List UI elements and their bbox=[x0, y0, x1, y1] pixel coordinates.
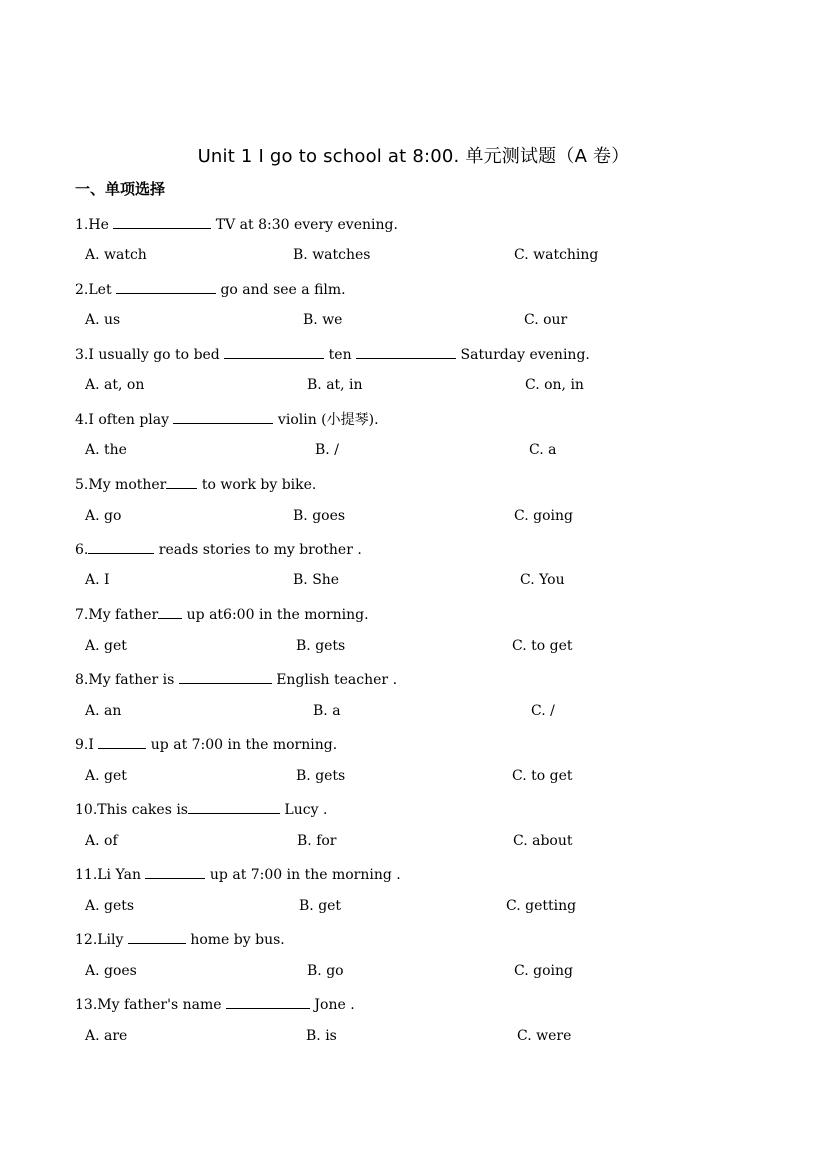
question-text: 12.Lily bbox=[75, 932, 128, 948]
question-text: 7.My father bbox=[75, 607, 159, 623]
answer-blank[interactable] bbox=[179, 669, 272, 684]
question-5 bbox=[75, 474, 316, 493]
question-6 bbox=[75, 539, 362, 558]
option-a[interactable]: A. go bbox=[85, 508, 122, 524]
question-text: up at 7:00 in the morning . bbox=[205, 867, 401, 883]
question-text: TV at 8:30 every evening. bbox=[211, 217, 398, 233]
answer-blank[interactable] bbox=[166, 474, 197, 489]
option-c[interactable]: C. going bbox=[514, 963, 573, 979]
answer-blank[interactable] bbox=[158, 604, 182, 619]
question-10 bbox=[75, 799, 327, 818]
question-text: 4.I often play bbox=[75, 412, 174, 428]
option-b[interactable]: B. She bbox=[293, 572, 340, 588]
option-a[interactable]: A. the bbox=[85, 442, 127, 458]
option-a[interactable]: A. us bbox=[85, 312, 121, 328]
question-text: go and see a film. bbox=[216, 282, 346, 298]
option-b[interactable]: B. a bbox=[313, 703, 341, 719]
question-text: 6. bbox=[75, 542, 89, 558]
question-text: to work by bike. bbox=[197, 477, 317, 493]
question-text: 9.I bbox=[75, 737, 99, 753]
option-a[interactable]: A. I bbox=[85, 572, 110, 588]
question-4 bbox=[75, 409, 379, 429]
option-a[interactable]: A. gets bbox=[85, 898, 135, 914]
question-text: English teacher . bbox=[271, 672, 398, 688]
option-c[interactable]: C. our bbox=[524, 312, 568, 328]
answer-blank[interactable] bbox=[173, 409, 273, 424]
answer-blank[interactable] bbox=[116, 279, 216, 294]
answer-blank[interactable] bbox=[128, 929, 186, 944]
option-a[interactable]: A. goes bbox=[85, 963, 137, 979]
option-a[interactable]: A. an bbox=[85, 703, 122, 719]
question-8 bbox=[75, 669, 397, 688]
option-c[interactable]: C. to get bbox=[512, 768, 573, 784]
question-text: 5.My mother bbox=[75, 477, 167, 493]
answer-blank[interactable] bbox=[224, 344, 324, 359]
question-text: 2.Let bbox=[75, 282, 117, 298]
answer-blank[interactable] bbox=[98, 734, 146, 749]
question-text: 8.My father is bbox=[75, 672, 179, 688]
option-c[interactable]: C. / bbox=[531, 703, 555, 719]
question-text: home by bus. bbox=[185, 932, 285, 948]
option-b[interactable]: B. goes bbox=[293, 508, 346, 524]
answer-blank[interactable] bbox=[88, 539, 154, 554]
option-c[interactable]: C. a bbox=[529, 442, 557, 458]
question-text: up at 7:00 in the morning. bbox=[146, 737, 338, 753]
option-b[interactable]: B. get bbox=[299, 898, 342, 914]
option-c[interactable]: C. to get bbox=[512, 638, 573, 654]
option-b[interactable]: B. we bbox=[303, 312, 343, 328]
question-12 bbox=[75, 929, 285, 948]
option-b[interactable]: B. watches bbox=[293, 247, 371, 263]
option-c[interactable]: C. going bbox=[514, 508, 573, 524]
question-text: Saturday evening. bbox=[456, 347, 590, 363]
option-a[interactable]: A. get bbox=[85, 768, 127, 784]
option-b[interactable]: B. is bbox=[306, 1028, 337, 1044]
answer-blank[interactable] bbox=[113, 214, 211, 229]
option-a[interactable]: A. are bbox=[85, 1028, 128, 1044]
option-c[interactable]: C. getting bbox=[506, 898, 577, 914]
question-text: Lucy . bbox=[279, 802, 328, 818]
page-title: Unit 1 I go to school at 8:00. 单元测试题（A 卷） bbox=[197, 146, 630, 167]
option-b[interactable]: B. at, in bbox=[307, 377, 363, 393]
option-b[interactable]: B. / bbox=[315, 442, 339, 458]
question-text: violin (小提琴). bbox=[273, 412, 379, 428]
answer-blank[interactable] bbox=[226, 994, 310, 1009]
option-b[interactable]: B. for bbox=[297, 833, 337, 849]
question-text: up at6:00 in the morning. bbox=[182, 607, 369, 623]
option-a[interactable]: A. watch bbox=[85, 247, 147, 263]
question-text: 13.My father's name bbox=[75, 997, 226, 1013]
option-b[interactable]: B. gets bbox=[296, 768, 346, 784]
question-text: 11.Li Yan bbox=[75, 867, 146, 883]
option-c[interactable]: C. You bbox=[520, 572, 565, 588]
question-2 bbox=[75, 279, 346, 298]
answer-blank[interactable] bbox=[188, 799, 280, 814]
option-c[interactable]: C. about bbox=[513, 833, 573, 849]
question-text: reads stories to my brother . bbox=[154, 542, 362, 558]
section-heading: 一、单项选择 bbox=[75, 180, 166, 198]
question-7 bbox=[75, 604, 369, 623]
answer-blank[interactable] bbox=[145, 864, 205, 879]
option-c[interactable]: C. on, in bbox=[525, 377, 584, 393]
question-1 bbox=[75, 214, 398, 233]
question-9 bbox=[75, 734, 337, 753]
question-text: ten bbox=[324, 347, 357, 363]
question-13 bbox=[75, 994, 355, 1013]
question-3 bbox=[75, 344, 590, 363]
answer-blank[interactable] bbox=[356, 344, 456, 359]
question-text: 1.He bbox=[75, 217, 114, 233]
question-text: 10.This cakes is bbox=[75, 802, 188, 818]
question-text: Jone . bbox=[309, 997, 355, 1013]
option-c[interactable]: C. watching bbox=[514, 247, 599, 263]
question-text: 3.I usually go to bed bbox=[75, 347, 225, 363]
option-a[interactable]: A. at, on bbox=[85, 377, 145, 393]
option-a[interactable]: A. get bbox=[85, 638, 127, 654]
option-a[interactable]: A. of bbox=[85, 833, 118, 849]
option-b[interactable]: B. gets bbox=[296, 638, 346, 654]
option-c[interactable]: C. were bbox=[517, 1028, 572, 1044]
option-b[interactable]: B. go bbox=[307, 963, 344, 979]
question-11 bbox=[75, 864, 401, 883]
